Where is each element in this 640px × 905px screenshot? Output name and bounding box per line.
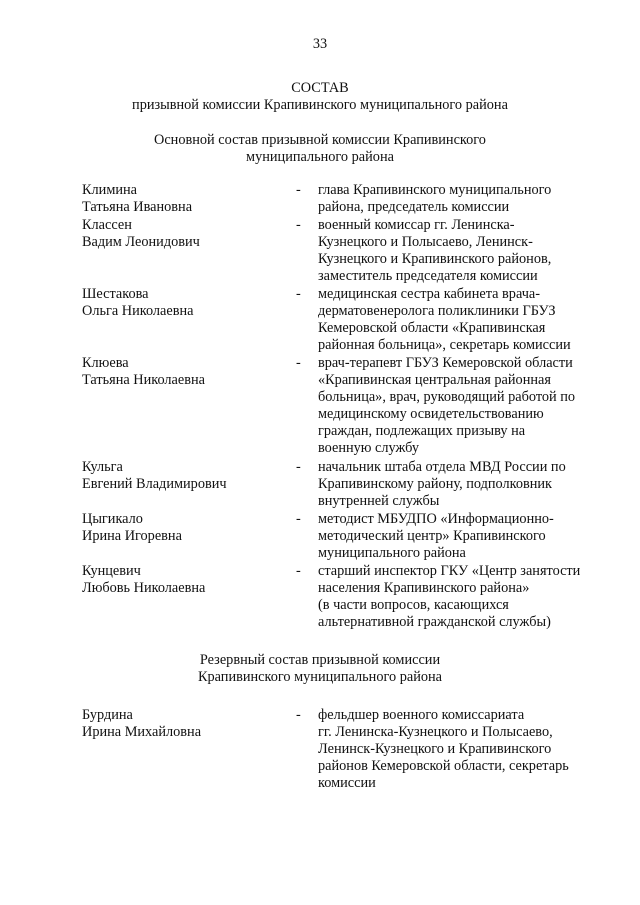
role-line: дерматовенеролога поликлиники ГБУЗ — [318, 303, 556, 319]
role-line: методист МБУДПО «Информационно- — [318, 511, 554, 527]
member-name — [82, 217, 282, 251]
member-role — [318, 217, 614, 285]
document-title: СОСТАВ — [291, 80, 349, 96]
dash-separator: - — [296, 563, 301, 579]
member-surname: Клюева — [82, 355, 129, 371]
member-given-names: Вадим Леонидович — [82, 234, 200, 250]
role-line: заместитель председателя комиссии — [318, 268, 538, 284]
reserve-section-heading-line-2: Крапивинского муниципального района — [197, 669, 443, 685]
role-line: Крапивинскому району, подполковник — [318, 476, 552, 492]
member-given-names: Татьяна Ивановна — [82, 199, 193, 215]
role-line: населения Крапивинского района» — [318, 580, 530, 596]
dash-separator: - — [296, 511, 301, 527]
role-line: района, председатель комиссии — [318, 199, 510, 215]
member-role — [318, 707, 614, 792]
main-section-heading-line-1: Основной состав призывной комиссии Крапивинского — [154, 132, 486, 148]
member-role — [318, 459, 614, 510]
member-surname: Классен — [82, 217, 132, 233]
member-role — [318, 286, 614, 354]
role-line: методический центр» Крапивинского — [318, 528, 546, 544]
member-role — [318, 563, 614, 631]
member-given-names: Ирина Михайловна — [82, 724, 202, 740]
role-line: внутренней службы — [318, 493, 440, 509]
member-role — [318, 511, 614, 562]
dash-separator: - — [296, 707, 301, 723]
role-line: военную службу — [318, 440, 420, 456]
role-line: старший инспектор ГКУ «Центр занятости — [318, 563, 581, 579]
role-line: граждан, подлежащих призыву на — [318, 423, 526, 439]
role-line: районов Кемеровской области, секретарь — [318, 758, 569, 774]
member-surname: Климина — [82, 182, 138, 198]
member-role — [318, 355, 614, 457]
dash-separator: - — [296, 182, 301, 198]
role-line: медицинскому освидетельствованию — [318, 406, 544, 422]
member-role — [318, 182, 614, 216]
member-name — [82, 286, 282, 320]
role-line: Кемеровской области «Крапивинская — [318, 320, 546, 336]
role-line: начальник штаба отдела МВД России по — [318, 459, 566, 475]
role-line: медицинская сестра кабинета врача- — [318, 286, 541, 302]
role-line: больница», врач, руководящий работой по — [318, 389, 576, 405]
member-surname: Шестакова — [82, 286, 149, 302]
role-line: Кузнецкого и Крапивинского районов, — [318, 251, 552, 267]
member-given-names: Ольга Николаевна — [82, 303, 194, 319]
dash-separator: - — [296, 217, 301, 233]
document-subtitle: призывной комиссии Крапивинского муниципального района — [132, 97, 508, 113]
member-surname: Цыгикало — [82, 511, 143, 527]
member-given-names: Татьяна Николаевна — [82, 372, 205, 388]
role-line: Ленинск-Кузнецкого и Крапивинского — [318, 741, 552, 757]
role-line: «Крапивинская центральная районная — [318, 372, 551, 388]
main-section-heading-line-2: муниципального района — [246, 149, 394, 165]
role-line: (в части вопросов, касающихся — [318, 597, 509, 613]
member-given-names: Любовь Николаевна — [82, 580, 206, 596]
member-surname: Кульга — [82, 459, 123, 475]
member-surname: Бурдина — [82, 707, 133, 723]
member-given-names: Евгений Владимирович — [82, 476, 227, 492]
member-name — [82, 355, 282, 389]
member-name — [82, 707, 282, 741]
role-line: военный комиссар гг. Ленинска- — [318, 217, 515, 233]
dash-separator: - — [296, 459, 301, 475]
role-line: альтернативной гражданской службы) — [318, 614, 551, 630]
member-name — [82, 459, 282, 493]
role-line: Кузнецкого и Полысаево, Ленинск- — [318, 234, 533, 250]
role-line: фельдшер военного комиссариата — [318, 707, 525, 723]
reserve-section-heading-line-1: Резервный состав призывной комиссии — [199, 652, 441, 668]
member-name — [82, 511, 282, 545]
dash-separator: - — [296, 286, 301, 302]
role-line: глава Крапивинского муниципального — [318, 182, 552, 198]
member-name — [82, 182, 282, 216]
role-line: муниципального района — [318, 545, 466, 561]
member-given-names: Ирина Игоревна — [82, 528, 182, 544]
role-line: районная больница», секретарь комиссии — [318, 337, 571, 353]
role-line: комиссии — [318, 775, 376, 791]
member-surname: Кунцевич — [82, 563, 141, 579]
role-line: гг. Ленинска-Кузнецкого и Полысаево, — [318, 724, 553, 740]
member-name — [82, 563, 282, 597]
dash-separator: - — [296, 355, 301, 371]
page-number: 33 — [312, 36, 328, 52]
role-line: врач-терапевт ГБУЗ Кемеровской области — [318, 355, 573, 371]
